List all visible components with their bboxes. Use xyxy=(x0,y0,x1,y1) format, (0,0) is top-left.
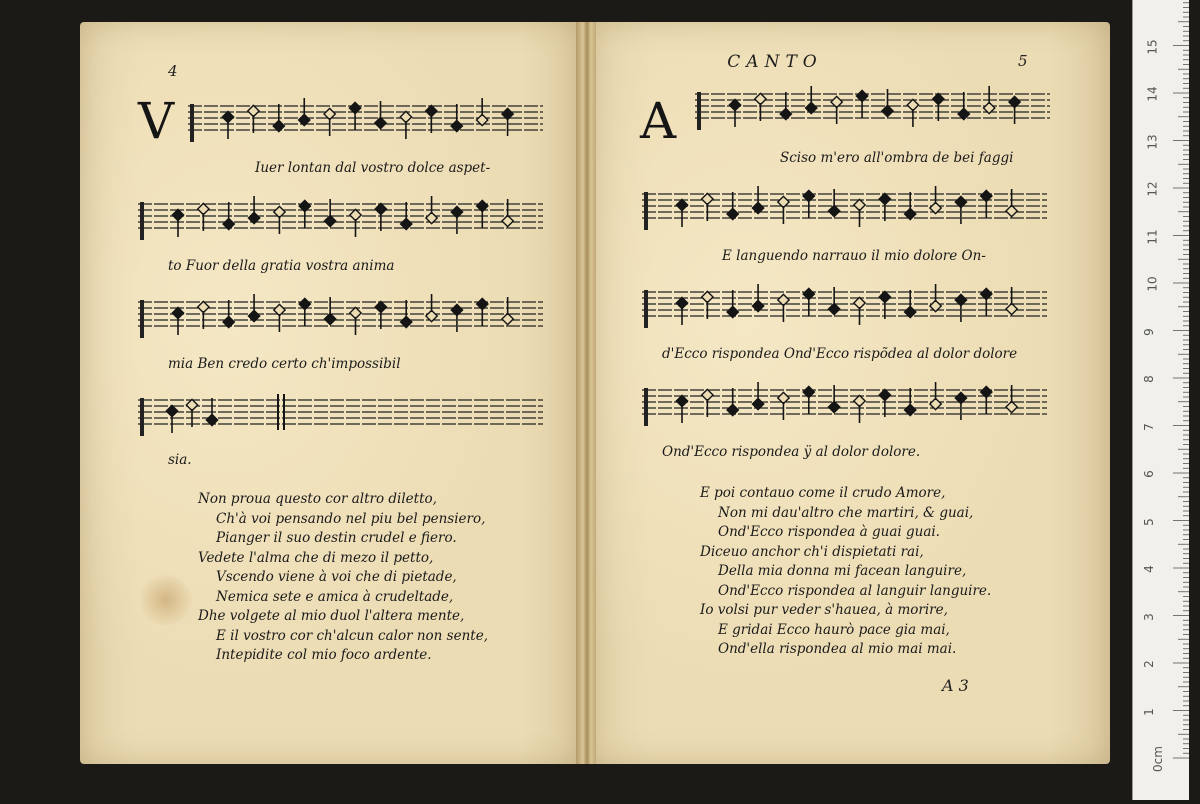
poem-line: Ond'Ecco rispondea al languir languire. xyxy=(718,582,992,599)
ruler-mark-label: 14 xyxy=(1145,86,1160,102)
note-head xyxy=(879,193,890,204)
note-head xyxy=(350,209,361,220)
ruler-mark-label: 13 xyxy=(1145,133,1160,150)
left-lyric-line-2: to Fuor della gratia vostra anima xyxy=(168,258,395,274)
note-head xyxy=(828,205,839,216)
note-head xyxy=(375,203,386,214)
note-head xyxy=(400,111,411,122)
note-head xyxy=(882,105,893,116)
note-head xyxy=(198,203,209,214)
right-staff-2 xyxy=(642,180,1047,240)
left-initial-letter: V xyxy=(138,92,175,150)
ruler-mark-label: 6 xyxy=(1141,470,1156,478)
note-head xyxy=(324,313,335,324)
poem-line: Pianger il suo destin crudel e fiero. xyxy=(216,530,457,546)
signature-mark: A 3 xyxy=(942,676,969,695)
note-head xyxy=(1006,303,1017,314)
ruler-unit-label: 0cm xyxy=(1150,746,1165,772)
right-lyric-line-1: Sciso m'ero all'ombra de bei faggi xyxy=(780,150,1014,166)
poem-line: Non mi dau'altro che martiri, & guai, xyxy=(718,504,974,521)
poem-line: Dhe volgete al mio duol l'altera mente, xyxy=(198,608,465,624)
note-head xyxy=(172,307,183,318)
ruler-mark-label: 7 xyxy=(1141,422,1156,431)
ruler-mark-label: 5 xyxy=(1141,517,1156,526)
note-head xyxy=(350,307,361,318)
ruler-mark-label: 10 xyxy=(1145,276,1160,292)
note-head xyxy=(854,199,865,210)
right-initial-letter: A xyxy=(640,92,677,150)
ruler-mark-label: 3 xyxy=(1141,612,1156,621)
measuring-ruler xyxy=(1132,0,1189,800)
note-head xyxy=(879,291,890,302)
note-head xyxy=(198,301,209,312)
poem-line: Vedete l'alma che di mezo il petto, xyxy=(198,549,434,566)
poem-line: Della mia donna mi facean languire, xyxy=(718,563,967,579)
watermark xyxy=(440,380,770,530)
poem-line: Intepidite col mio foco ardente. xyxy=(216,647,432,663)
note-head xyxy=(702,193,713,204)
note-head xyxy=(324,215,335,226)
right-lyric-line-4: Ond'Ecco rispondea ÿ al dolor dolore. xyxy=(662,444,921,460)
ruler-mark-label: 12 xyxy=(1145,181,1160,197)
poem-line: E poi contauo come il crudo Amore, xyxy=(700,485,946,501)
poem-line: Nemica sete e amica à crudeltade, xyxy=(216,588,454,605)
right-lyric-line-3: d'Ecco rispondea Ond'Ecco rispõdea al dolor dolore xyxy=(662,346,1018,362)
poem-line: E il vostro cor ch'alcun calor non sente, xyxy=(216,627,488,644)
poem-line: Ond'Ecco rispondea à guai guai. xyxy=(718,524,940,540)
left-page-number: 4 xyxy=(168,62,178,80)
right-lyric-line-2: E languendo narrauo il mio dolore On- xyxy=(722,248,986,264)
ruler-mark-label: 15 xyxy=(1145,38,1160,55)
right-page-number: 5 xyxy=(1018,52,1028,70)
note-head xyxy=(248,105,259,116)
note-head xyxy=(676,297,687,308)
note-head xyxy=(502,313,513,324)
note-head xyxy=(426,105,437,116)
note-head xyxy=(172,209,183,220)
poem-line: E gridai Ecco haurò pace gia mai, xyxy=(718,621,950,638)
ruler-mark-label: 9 xyxy=(1141,327,1156,336)
note-head xyxy=(676,199,687,210)
note-head xyxy=(907,99,918,110)
note-head xyxy=(933,93,944,104)
note-head xyxy=(879,389,890,400)
note-head xyxy=(166,405,177,416)
note-head xyxy=(729,99,740,110)
right-staff-1 xyxy=(695,80,1050,140)
left-lyric-line-4: sia. xyxy=(168,452,192,468)
ruler-mark-label: 2 xyxy=(1141,660,1156,668)
right-staff-3 xyxy=(642,278,1047,338)
left-lyric-line-1: Iuer lontan dal vostro dolce aspet- xyxy=(255,160,491,176)
poem-line: Ond'ella rispondea al mio mai mai. xyxy=(718,641,957,657)
note-head xyxy=(375,117,386,128)
poem-line: Diceuo anchor ch'i dispietati rai, xyxy=(700,543,924,560)
note-head xyxy=(702,291,713,302)
poem-line: Io volsi pur veder s'hauea, à morire, xyxy=(700,602,948,618)
note-head xyxy=(1006,205,1017,216)
left-lyric-line-3: mia Ben credo certo ch'impossibil xyxy=(168,356,401,372)
note-head xyxy=(854,297,865,308)
running-head: CANTO xyxy=(727,52,823,72)
left-staff-3 xyxy=(138,288,543,348)
note-head xyxy=(222,111,233,122)
note-head xyxy=(755,93,766,104)
note-head xyxy=(1006,401,1017,412)
ruler-mark-label: 1 xyxy=(1141,707,1156,716)
note-head xyxy=(854,395,865,406)
poem-line: Non proua questo cor altro diletto, xyxy=(198,491,437,507)
note-head xyxy=(828,303,839,314)
ruler-mark-label: 4 xyxy=(1141,565,1156,573)
note-head xyxy=(502,215,513,226)
left-staff-2 xyxy=(138,190,543,250)
note-head xyxy=(828,401,839,412)
ruler-ticks xyxy=(1133,0,1189,800)
left-staff-1 xyxy=(188,92,543,152)
note-head xyxy=(375,301,386,312)
paper-stain xyxy=(140,575,192,625)
poem-line: Vscendo viene à voi che di pietade, xyxy=(216,569,457,585)
ruler-mark-label: 11 xyxy=(1145,228,1160,245)
note-head xyxy=(186,399,197,410)
ruler-mark-label: 8 xyxy=(1141,375,1156,383)
poem-line: Ch'à voi pensando nel piu bel pensiero, xyxy=(216,510,486,527)
